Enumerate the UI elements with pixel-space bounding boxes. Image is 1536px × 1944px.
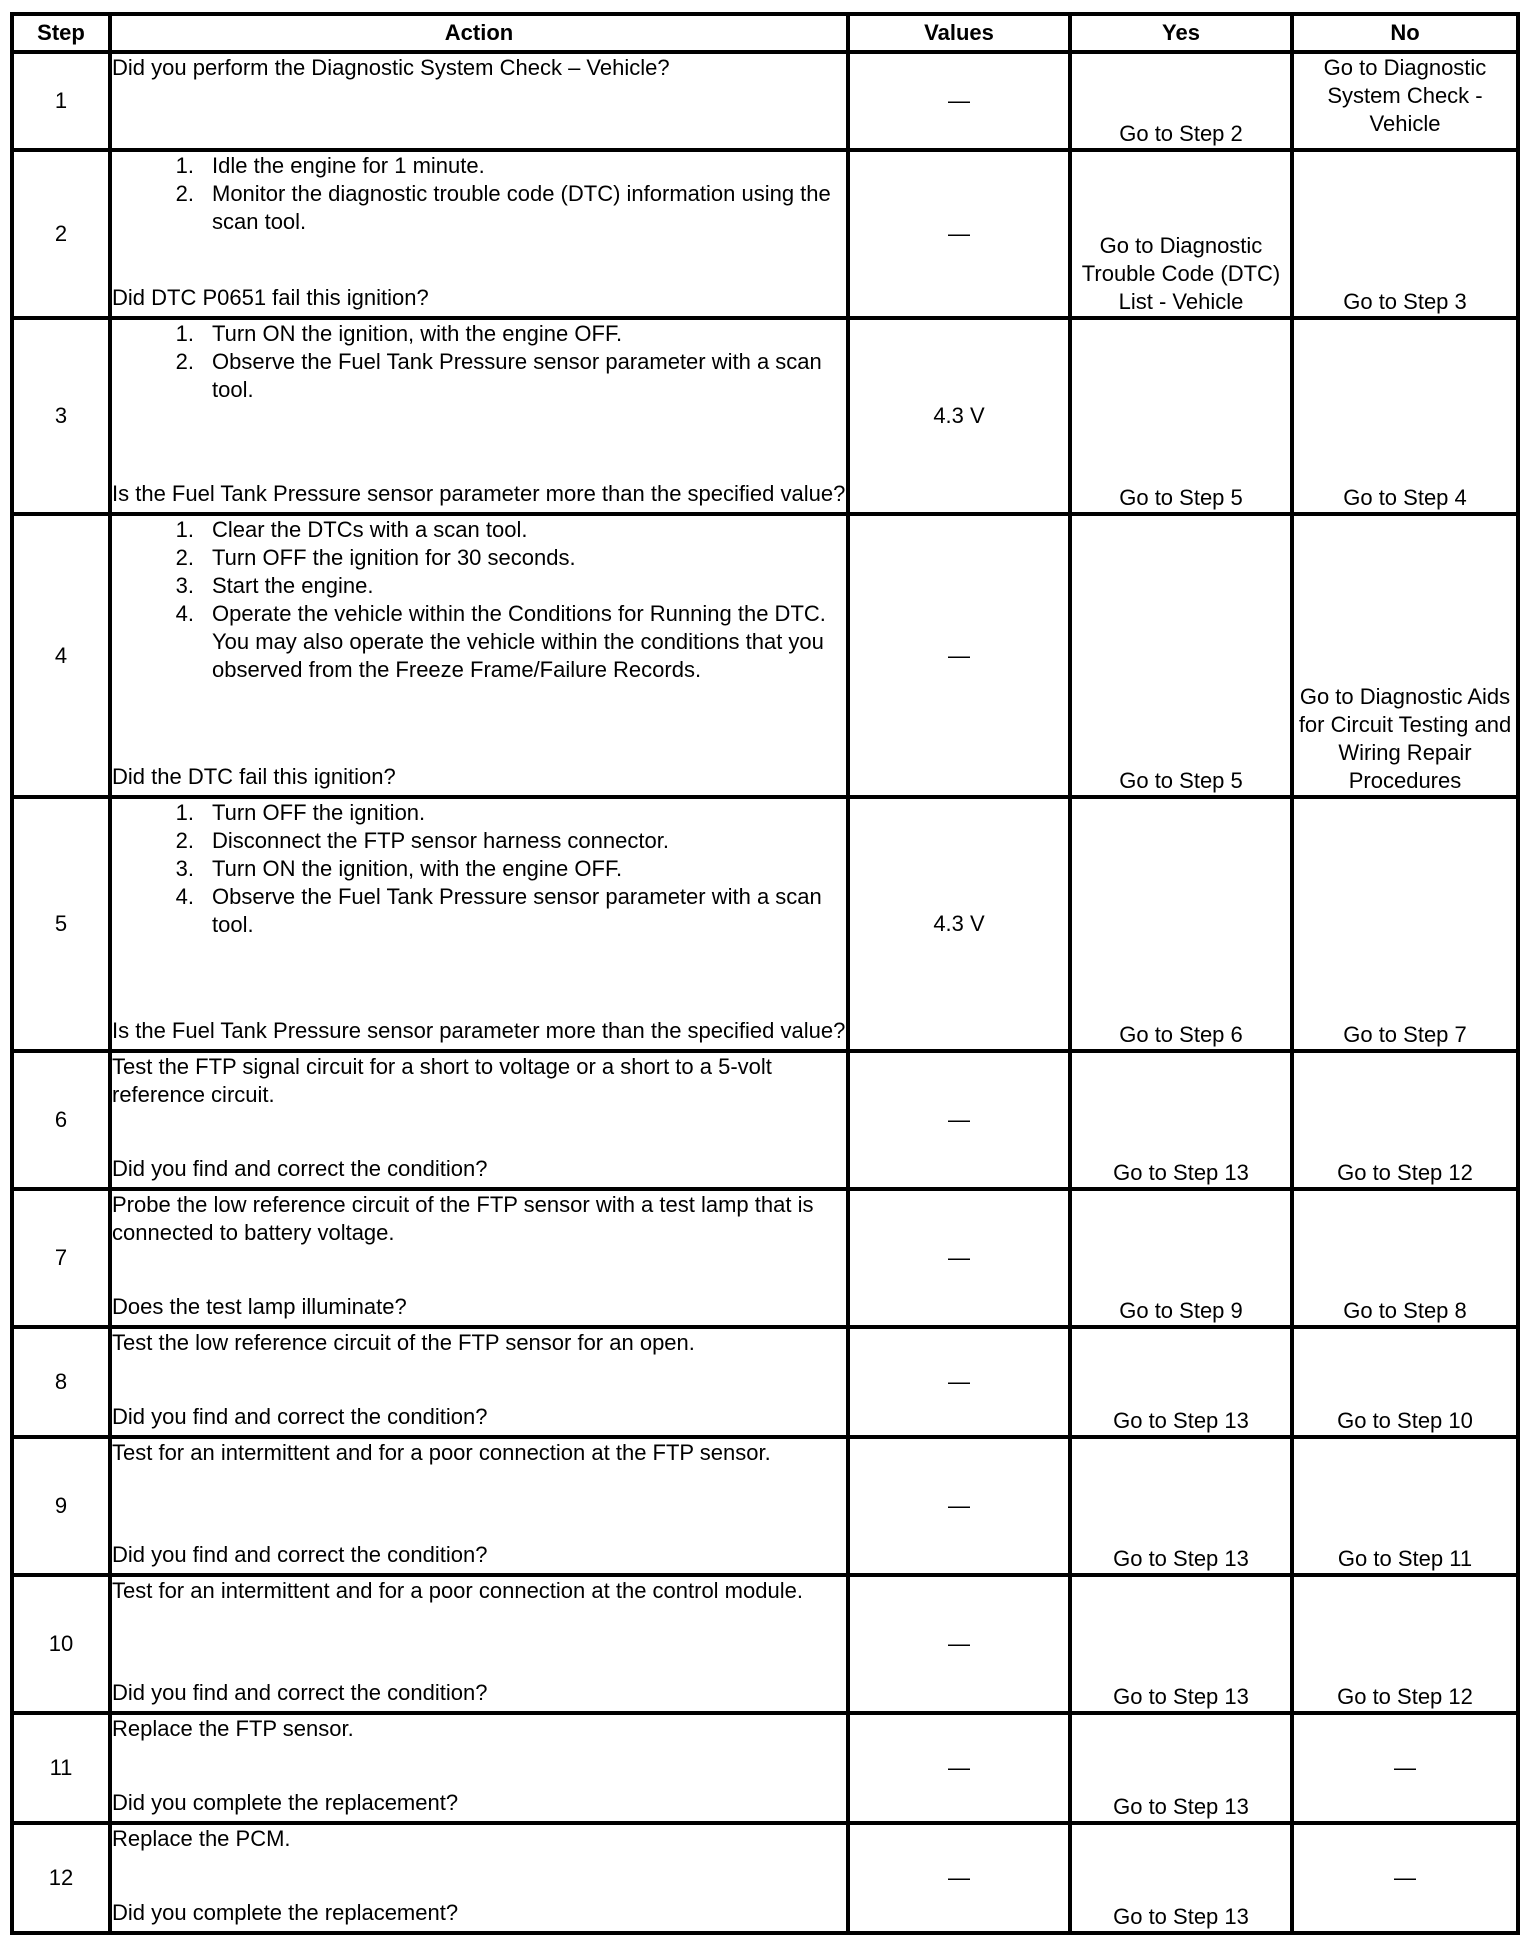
- action-cell: [110, 797, 848, 1051]
- table-row: [12, 1189, 1518, 1327]
- yes-cell: Go to Diagnostic Trouble Code (DTC) List - Vehicle: [1070, 150, 1292, 318]
- value-cell: —: [848, 52, 1070, 150]
- step-number: 11: [12, 1713, 110, 1823]
- table-row: [12, 1327, 1518, 1437]
- action-question: Did you find and correct the condition?: [112, 1680, 488, 1705]
- action-steps: [112, 799, 846, 939]
- table-row: [12, 1051, 1518, 1189]
- action-cell: [110, 318, 848, 514]
- value-cell: —: [848, 1327, 1070, 1437]
- step-number: 8: [12, 1327, 110, 1437]
- action-question: Is the Fuel Tank Pressure sensor parameter more than the specified value?: [112, 481, 846, 506]
- list-item: 3. Turn ON the ignition, with the engine OFF.: [175, 856, 623, 881]
- table-row: [12, 318, 1518, 514]
- no-cell: Go to Step 3: [1292, 150, 1518, 318]
- action-question: Is the Fuel Tank Pressure sensor parameter more than the specified value?: [112, 1018, 846, 1043]
- step-number: 2: [12, 150, 110, 318]
- yes-cell: Go to Step 13: [1070, 1713, 1292, 1823]
- yes-cell: Go to Step 13: [1070, 1437, 1292, 1575]
- value-cell: —: [848, 1823, 1070, 1933]
- table-row: [12, 1437, 1518, 1575]
- step-number: 3: [12, 318, 110, 514]
- value-cell: —: [848, 150, 1070, 318]
- header-step: Step: [12, 14, 110, 52]
- action-question: Did you find and correct the condition?: [112, 1542, 488, 1567]
- action-question: Did you complete the replacement?: [112, 1790, 459, 1815]
- action-text: Test the FTP signal circuit for a short to voltage or a short to a 5-volt reference circuit.: [112, 1054, 772, 1107]
- action-cell: [110, 1713, 848, 1823]
- step-number: 5: [12, 797, 110, 1051]
- header-action: Action: [110, 14, 848, 52]
- list-item: 2. Observe the Fuel Tank Pressure sensor parameter with a scan tool.: [175, 349, 822, 402]
- action-text: Replace the PCM.: [112, 1826, 291, 1851]
- action-cell: [110, 1327, 848, 1437]
- step-number: 9: [12, 1437, 110, 1575]
- action-cell: [110, 514, 848, 797]
- value-cell: —: [848, 1437, 1070, 1575]
- header-no: No: [1292, 14, 1518, 52]
- action-question: Did you find and correct the condition?: [112, 1156, 488, 1181]
- action-cell: [110, 150, 848, 318]
- yes-cell: Go to Step 6: [1070, 797, 1292, 1051]
- list-item: 1. Turn OFF the ignition.: [175, 800, 426, 825]
- list-item: 3. Start the engine.: [175, 573, 374, 598]
- list-item: 4. Observe the Fuel Tank Pressure sensor parameter with a scan tool.: [175, 884, 822, 937]
- list-item: 4. Operate the vehicle within the Conditions for Running the DTC. You may also operate the vehicle within the conditions that you observed from the Freeze Frame/Failure Records.: [175, 601, 826, 682]
- step-number: 1: [12, 52, 110, 150]
- action-question: Did the DTC fail this ignition?: [112, 764, 396, 789]
- action-cell: [110, 52, 848, 150]
- table-row: [12, 52, 1518, 150]
- no-cell: —: [1292, 1713, 1518, 1823]
- yes-cell: Go to Step 2: [1070, 52, 1292, 150]
- table-row: [12, 150, 1518, 318]
- table-row: [12, 797, 1518, 1051]
- value-cell: —: [848, 1575, 1070, 1713]
- action-question: Did you find and correct the condition?: [112, 1404, 488, 1429]
- action-cell: [110, 1189, 848, 1327]
- action-text: Replace the FTP sensor.: [112, 1716, 354, 1741]
- table-row: [12, 1823, 1518, 1933]
- value-cell: —: [848, 1051, 1070, 1189]
- no-cell: Go to Diagnostic Aids for Circuit Testing and Wiring Repair Procedures: [1292, 514, 1518, 797]
- step-number: 4: [12, 514, 110, 797]
- no-cell: Go to Step 8: [1292, 1189, 1518, 1327]
- value-cell: 4.3 V: [848, 797, 1070, 1051]
- yes-cell: Go to Step 9: [1070, 1189, 1292, 1327]
- list-item: 1. Turn ON the ignition, with the engine OFF.: [175, 321, 623, 346]
- value-cell: —: [848, 514, 1070, 797]
- step-number: 10: [12, 1575, 110, 1713]
- action-cell: [110, 1823, 848, 1933]
- yes-cell: Go to Step 5: [1070, 318, 1292, 514]
- header-values: Values: [848, 14, 1070, 52]
- list-item: 2. Turn OFF the ignition for 30 seconds.: [175, 545, 576, 570]
- action-steps: [112, 516, 846, 684]
- no-cell: Go to Step 10: [1292, 1327, 1518, 1437]
- no-cell: —: [1292, 1823, 1518, 1933]
- yes-cell: Go to Step 13: [1070, 1575, 1292, 1713]
- list-item: 1. Clear the DTCs with a scan tool.: [175, 517, 528, 542]
- header-yes: Yes: [1070, 14, 1292, 52]
- yes-cell: Go to Step 13: [1070, 1823, 1292, 1933]
- no-cell: Go to Step 7: [1292, 797, 1518, 1051]
- yes-cell: Go to Step 5: [1070, 514, 1292, 797]
- value-cell: 4.3 V: [848, 318, 1070, 514]
- action-steps: [112, 152, 846, 236]
- list-item: 2. Monitor the diagnostic trouble code (DTC) information using the scan tool.: [175, 181, 831, 234]
- value-cell: —: [848, 1713, 1070, 1823]
- no-cell: Go to Step 12: [1292, 1575, 1518, 1713]
- diagnostic-table: [10, 12, 1520, 1935]
- step-number: 12: [12, 1823, 110, 1933]
- no-cell: Go to Step 12: [1292, 1051, 1518, 1189]
- action-text: Probe the low reference circuit of the FTP sensor with a test lamp that is connected to battery voltage.: [112, 1192, 814, 1245]
- table-row: [12, 1575, 1518, 1713]
- no-cell: Go to Step 4: [1292, 318, 1518, 514]
- action-text: Test the low reference circuit of the FTP sensor for an open.: [112, 1330, 695, 1355]
- list-item: 2. Disconnect the FTP sensor harness connector.: [175, 828, 669, 853]
- header-row: [12, 14, 1518, 52]
- action-text: Test for an intermittent and for a poor connection at the control module.: [112, 1578, 803, 1603]
- no-cell: Go to Step 11: [1292, 1437, 1518, 1575]
- yes-cell: Go to Step 13: [1070, 1327, 1292, 1437]
- action-steps: [112, 320, 846, 404]
- yes-cell: Go to Step 13: [1070, 1051, 1292, 1189]
- step-number: 6: [12, 1051, 110, 1189]
- no-cell: Go to Diagnostic System Check - Vehicle: [1292, 52, 1518, 150]
- table-row: [12, 514, 1518, 797]
- value-cell: —: [848, 1189, 1070, 1327]
- action-question: Did DTC P0651 fail this ignition?: [112, 285, 429, 310]
- action-question: Does the test lamp illuminate?: [112, 1294, 407, 1319]
- action-question: Did you complete the replacement?: [112, 1900, 459, 1925]
- action-text: Did you perform the Diagnostic System Check – Vehicle?: [112, 55, 670, 80]
- table-row: [12, 1713, 1518, 1823]
- step-number: 7: [12, 1189, 110, 1327]
- action-cell: [110, 1051, 848, 1189]
- list-item: 1. Idle the engine for 1 minute.: [175, 153, 485, 178]
- action-cell: [110, 1575, 848, 1713]
- action-cell: [110, 1437, 848, 1575]
- action-text: Test for an intermittent and for a poor connection at the FTP sensor.: [112, 1440, 771, 1465]
